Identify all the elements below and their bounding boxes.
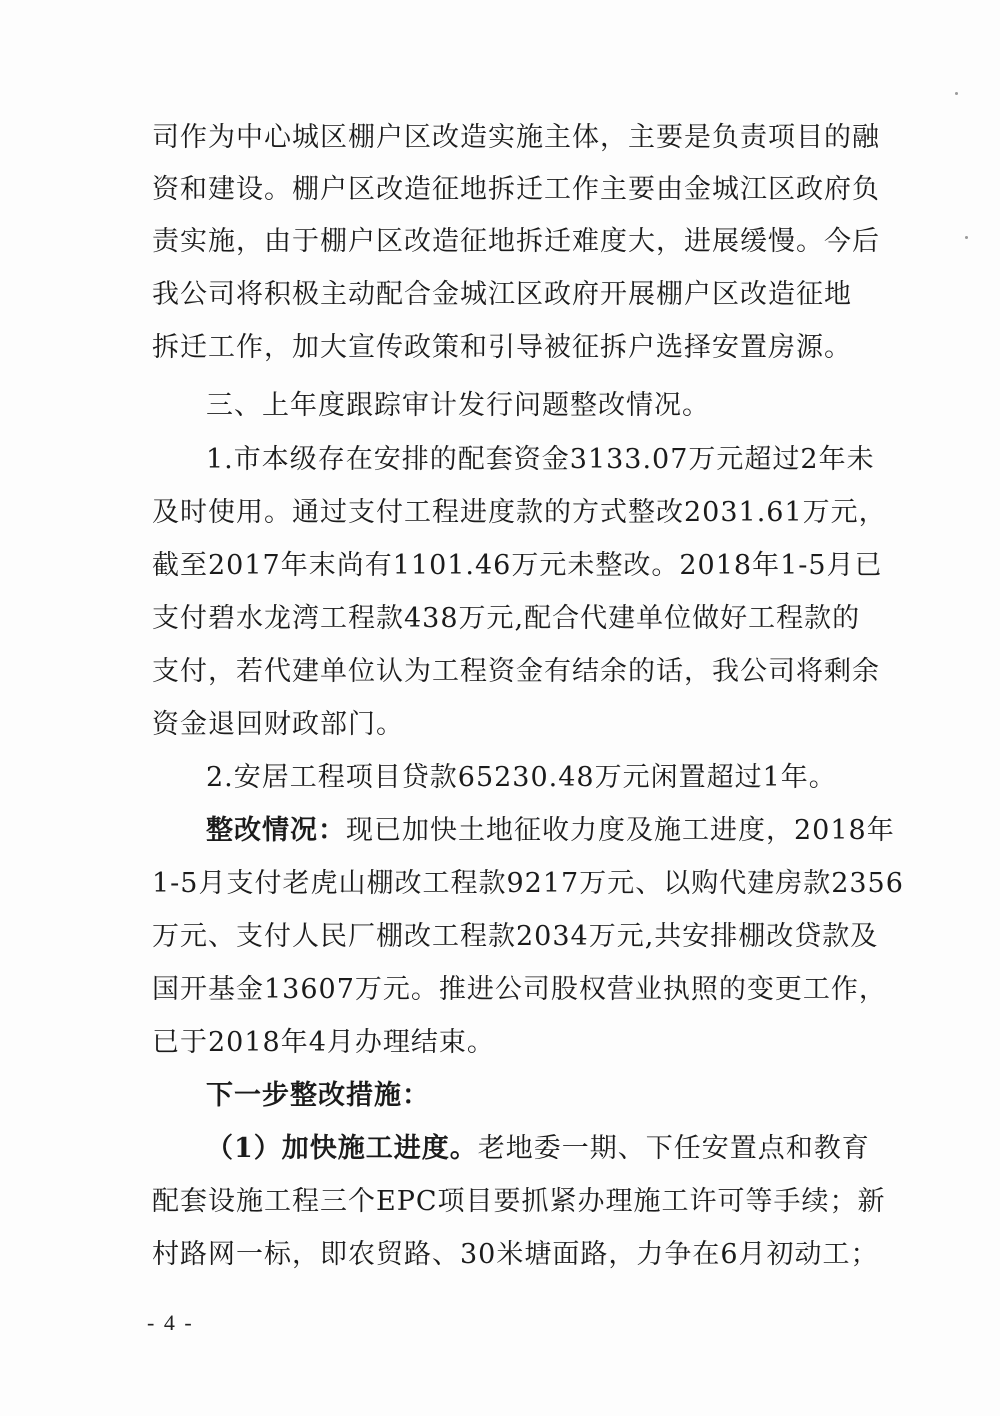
- paragraph-line: 2.安居工程项目贷款65230.48万元闲置超过1年。: [206, 762, 837, 793]
- paragraph-line: 司作为中心城区棚户区改造实施主体，主要是负责项目的融: [152, 122, 880, 153]
- rectification-label: 整改情况：: [206, 815, 346, 846]
- paragraph-line: 1.市本级存在安排的配套资金3133.07万元超过2年未: [206, 444, 875, 475]
- scan-speck: [965, 236, 968, 239]
- paragraph-line: 国开基金13607万元。推进公司股权营业执照的变更工作，: [152, 974, 887, 1005]
- paragraph-line: 支付碧水龙湾工程款438万元,配合代建单位做好工程款的: [152, 603, 861, 634]
- paragraph-line: 责实施，由于棚户区改造征地拆迁难度大，进展缓慢。今后: [152, 226, 880, 257]
- paragraph-line: 村路网一标，即农贸路、30米塘面路，力争在6月初动工；: [152, 1239, 879, 1270]
- paragraph-line: 及时使用。通过支付工程进度款的方式整改2031.61万元，: [152, 497, 887, 528]
- rectification-text: 现已加快土地征收力度及施工进度，2018年: [346, 815, 895, 846]
- measure-label: （1）加快施工进度。: [206, 1133, 478, 1164]
- paragraph-line: 配套设施工程三个EPC项目要抓紧办理施工许可等手续；新: [152, 1186, 886, 1217]
- page-number: - 4 -: [147, 1310, 194, 1335]
- paragraph-line: 我公司将积极主动配合金城江区政府开展棚户区改造征地: [152, 279, 852, 310]
- next-steps-heading: 下一步整改措施：: [206, 1080, 430, 1111]
- paragraph-line: 截至2017年末尚有1101.46万元未整改。2018年1-5月已: [152, 550, 883, 581]
- scan-speck: [955, 92, 958, 95]
- paragraph-line: 资金退回财政部门。: [152, 709, 404, 740]
- measure-text: 老地委一期、下任安置点和教育: [477, 1133, 870, 1164]
- paragraph-line: 已于2018年4月办理结束。: [152, 1027, 495, 1058]
- paragraph-line: 支付，若代建单位认为工程资金有结余的话，我公司将剩余: [152, 656, 880, 687]
- paragraph-line: 资和建设。棚户区改造征地拆迁工作主要由金城江区政府负: [152, 174, 880, 205]
- paragraph-line: 万元、支付人民厂棚改工程款2034万元,共安排棚改贷款及: [152, 921, 879, 952]
- paragraph-line: 拆迁工作，加大宣传政策和引导被征拆户选择安置房源。: [152, 332, 852, 363]
- rectification-line: [206, 811, 895, 851]
- measure-line: [206, 1129, 870, 1169]
- paragraph-line: 1-5月支付老虎山棚改工程款9217万元、以购代建房款2356: [152, 868, 904, 899]
- section-heading: 三、上年度跟踪审计发行问题整改情况。: [206, 390, 710, 421]
